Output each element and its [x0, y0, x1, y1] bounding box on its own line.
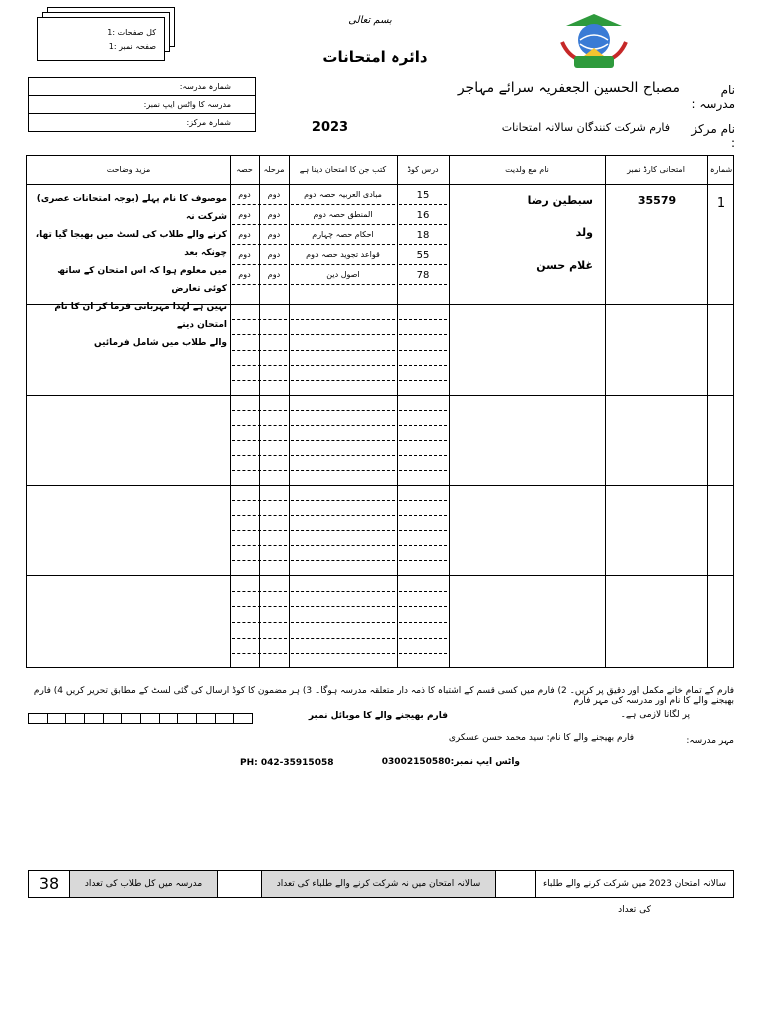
department-title: دائرہ امتحانات	[322, 48, 428, 66]
header-course-code: درس کوڈ	[407, 165, 439, 174]
header-card-no: امتحانی کارڈ نمبر	[627, 165, 685, 174]
subject-book: احکام حصہ چہارم	[312, 230, 374, 239]
header-remarks: مزید وضاحت	[106, 165, 151, 174]
student-name: سبطین رضا	[527, 194, 593, 207]
father-name: غلام حسن	[536, 259, 593, 272]
subject-book: اصول دین	[326, 270, 360, 279]
remarks-line: نہیں ہے لہٰذا مہربانی فرما کر ان کا نام امتحان دینے	[54, 302, 227, 330]
subject-code: 78	[416, 270, 430, 281]
subject-book: مبادی العربیہ حصہ دوم	[304, 190, 382, 199]
header-part: حصہ	[236, 165, 253, 174]
total-pages: کل صفحات :1	[107, 28, 156, 37]
madrasa-name: مصباح الحسین الجعفریہ سرائے مہاجر	[457, 80, 680, 96]
subject-part: دوم	[238, 250, 251, 259]
instructions-text: فارم کے تمام خانے مکمل اور دقیق پر کریں۔ 2) فارم میں کسی قسم کے اشتباہ کا ذمہ دار متعلقہ مدرسہ ہوگا۔ 3) ہر مضمون کا کوڈ ارسال کی گئی لسٹ کے مطابق تحریر کریں 4) فارم بھیجنے والے کا نام اور مدرسہ کی مہر فارم	[33, 686, 734, 706]
page-number: صفحہ نمبر :1	[108, 42, 156, 51]
exam-department-logo	[558, 12, 630, 72]
instructions-text-2: پر لگانا لازمی ہے۔	[620, 710, 690, 720]
participating-label: سالانہ امتحان 2023 میں شرکت کرنے والے طلباء کی تعداد	[535, 871, 733, 897]
entry-card-no: 35579	[637, 194, 677, 207]
subject-stage: دوم	[267, 230, 281, 239]
subject-book: المنطق حصہ دوم	[313, 210, 373, 219]
remarks-line: کرنے والے طلاب کی لسٹ میں بھیجا گیا تھا، چونکہ بعد	[35, 230, 227, 258]
center-label: نام مرکز :	[691, 122, 735, 150]
subject-part: دوم	[238, 210, 251, 219]
header-serial: شمارہ	[709, 165, 733, 174]
header-stage: مرحلہ	[263, 165, 285, 174]
center-number-field: شمارہ مرکز:	[186, 118, 231, 127]
remarks-line: موصوف کا نام پہلے (بوجہ امتحانات عصری) شرکت نہ	[36, 194, 227, 222]
subject-code: 18	[416, 230, 430, 241]
subject-stage: دوم	[267, 190, 281, 199]
mobile-number-boxes[interactable]	[28, 713, 253, 724]
whatsapp-number: واٹس ایپ نمبر:03002150580	[381, 757, 520, 767]
subject-book: قواعد تجوید حصہ دوم	[306, 250, 380, 259]
whatsapp-number-field: مدرسہ کا واٹس ایپ نمبر:	[29, 96, 255, 114]
entry-serial: 1	[716, 196, 726, 211]
son-of-label: ولد	[575, 226, 593, 239]
subject-code: 55	[416, 250, 430, 261]
remarks-line: والے طلاب میں شامل فرمائیں	[94, 338, 227, 348]
subject-stage: دوم	[267, 210, 281, 219]
header-books: کتب جن کا امتحان دینا ہے	[299, 165, 387, 174]
form-year: 2023	[311, 120, 349, 135]
info-box	[28, 77, 256, 132]
page-card	[37, 17, 165, 61]
not-participating-label: سالانہ امتحان میں نہ شرکت کرنے والے طلباء کی تعداد	[261, 871, 495, 897]
bismillah-text: بسم تعالی	[348, 15, 392, 26]
summary-row	[28, 870, 734, 915]
subject-stage: دوم	[267, 270, 281, 279]
header-name: نام مع ولدیت	[505, 165, 549, 174]
madrasa-label: نام مدرسہ :	[691, 83, 735, 111]
madrasa-number-field: شمارہ مدرسہ:	[29, 78, 255, 96]
subject-stage: دوم	[267, 250, 281, 259]
remarks-block	[33, 190, 227, 352]
remarks-line: میں معلوم ہوا کہ اس امتحان کے ساتھ کوئی تعارض	[57, 266, 227, 294]
mobile-number-label: فارم بھیجنے والے کا موبائل نمبر	[308, 711, 448, 721]
participating-value	[495, 871, 535, 897]
not-participating-value	[217, 871, 261, 897]
total-students-value: 38	[38, 874, 60, 893]
sender-name: فارم بھیجنے والے کا نام: سید محمد حسن عسکری	[448, 733, 634, 743]
subject-part: دوم	[238, 230, 251, 239]
phone-number: PH: 042-35915058	[240, 758, 334, 768]
subject-part: دوم	[238, 190, 251, 199]
subject-code: 15	[416, 190, 430, 201]
subject-code: 16	[416, 210, 430, 221]
total-students-label: مدرسہ میں کل طلاب کی تعداد	[69, 871, 217, 897]
subject-part: دوم	[238, 270, 251, 279]
stamp-label: مہر مدرسہ:	[686, 736, 734, 746]
participants-table	[26, 155, 734, 668]
form-title: فارم شرکت کنندگان سالانہ امتحانات	[501, 121, 670, 134]
